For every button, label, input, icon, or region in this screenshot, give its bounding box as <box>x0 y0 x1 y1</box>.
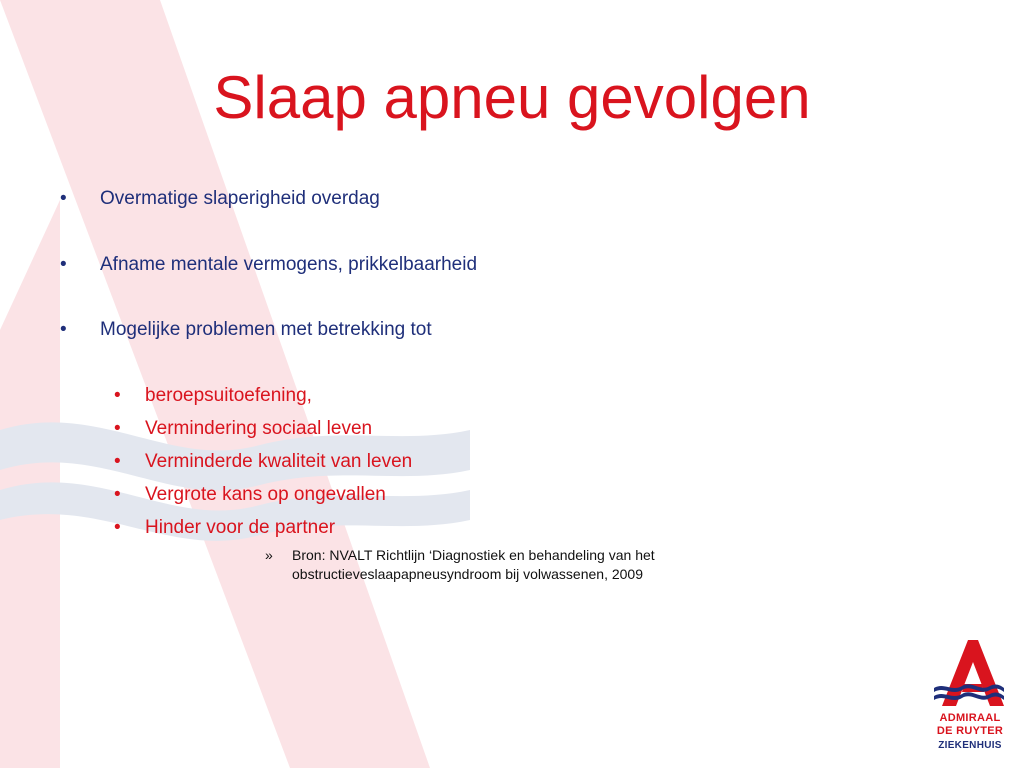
source-text: Bron: NVALT Richtlijn ‘Diagnostiek en behandeling van het obstructieveslaapapneusyndroom bij volwassenen, 2009 <box>292 547 655 582</box>
bullet-item <box>60 253 477 277</box>
bullet-marker: • <box>60 319 67 340</box>
bullet-marker: • <box>60 254 67 275</box>
sub-bullet-item <box>114 483 386 507</box>
bullet-item <box>60 318 432 342</box>
sub-bullet-marker: • <box>114 451 121 472</box>
sub-bullet-item <box>114 417 372 441</box>
sub-bullet-item <box>114 516 335 540</box>
logo-text-line3: ZIEKENHUIS <box>938 740 1002 751</box>
sub-bullet-marker: • <box>114 385 121 406</box>
bullet-text: Overmatige slaperigheid overdag <box>100 188 380 209</box>
hospital-logo-icon <box>928 636 1008 756</box>
sub-bullet-item <box>114 450 412 474</box>
sub-bullet-marker: • <box>114 517 121 538</box>
sub-bullet-item <box>114 384 312 408</box>
logo-text-line1: ADMIRAAL <box>939 712 1001 724</box>
sub-bullet-text: Verminderde kwaliteit van leven <box>145 451 413 472</box>
bullet-marker: • <box>60 188 67 209</box>
source-citation <box>265 546 785 584</box>
source-marker: » <box>265 547 273 563</box>
sub-bullet-marker: • <box>114 484 121 505</box>
sub-bullet-text: Vergrote kans op ongevallen <box>145 484 386 505</box>
sub-bullet-text: beroepsuitoefening, <box>145 385 312 406</box>
logo-text-line2: DE RUYTER <box>936 725 1004 737</box>
bullet-item <box>60 187 380 211</box>
sub-bullet-text: Vermindering sociaal leven <box>145 418 373 439</box>
bullet-text: Mogelijke problemen met betrekking tot <box>100 319 432 340</box>
sub-bullet-marker: • <box>114 418 121 439</box>
sub-bullet-text: Hinder voor de partner <box>145 517 336 538</box>
slide-title: Slaap apneu gevolgen <box>213 64 811 131</box>
bullet-text: Afname mentale vermogens, prikkelbaarheid <box>100 254 478 275</box>
